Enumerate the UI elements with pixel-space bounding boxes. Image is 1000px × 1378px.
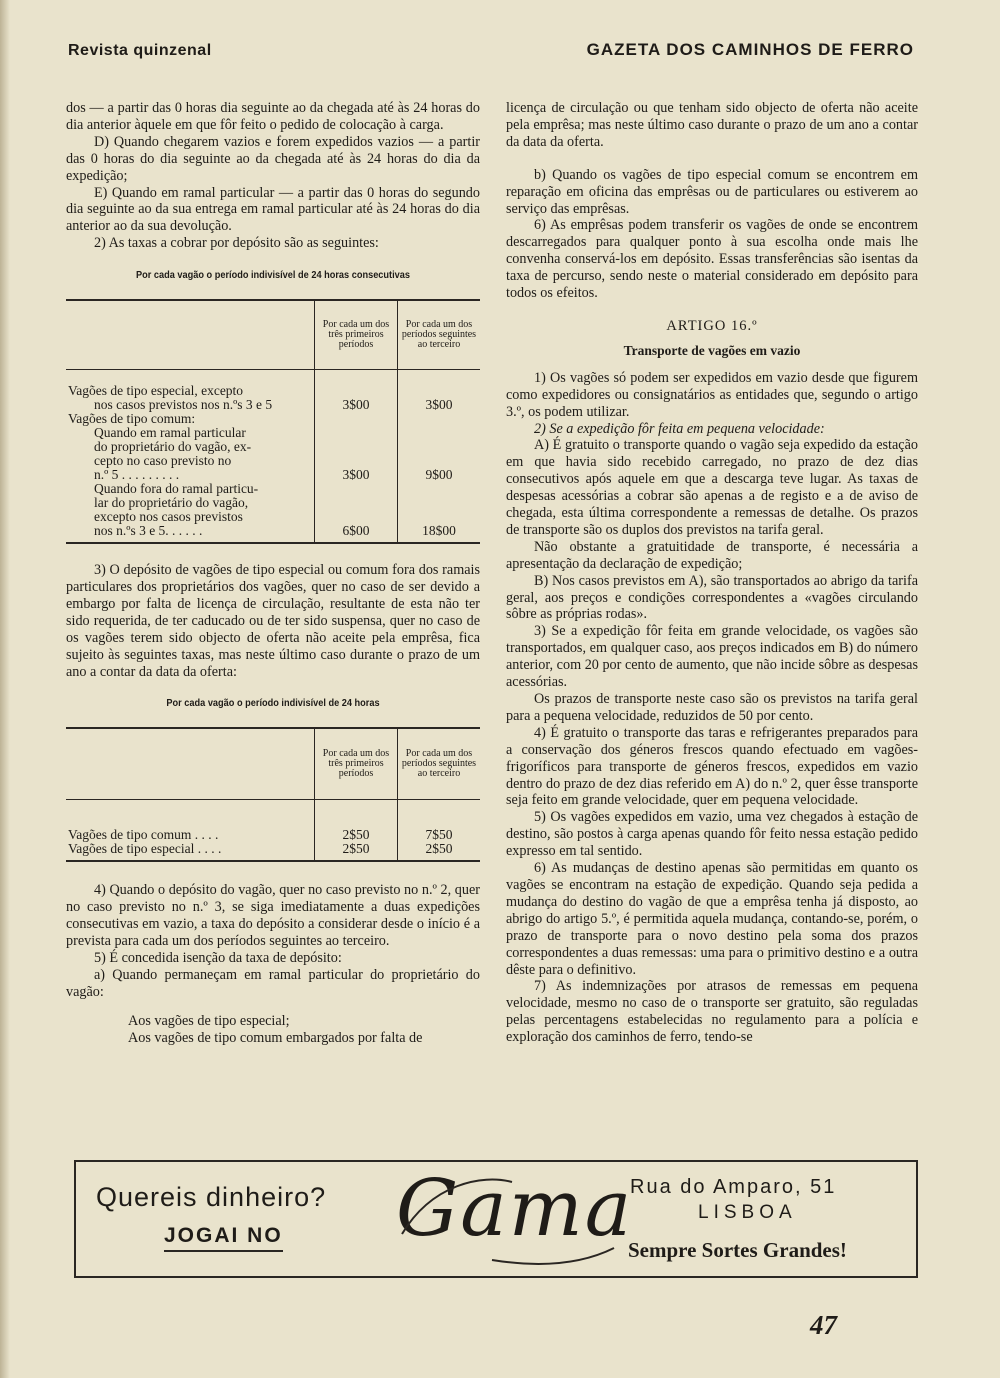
table-cell: 7$50 <box>398 800 481 843</box>
paragraph: D) Quando chegarem vazios e forem expedidos vazios — a partir das 0 horas do dia seguinte ao da chegada até às 24 horas do dia da expedição; <box>66 133 480 184</box>
paragraph: b) Quando os vagões de tipo especial comum se encontrem em reparação em oficina das emprêsas ou de particulares ou estiverem ao serviço das emprêsas. <box>506 166 918 217</box>
paragraph: Os prazos de transporte neste caso são os previstos na tarifa geral para a pequena velocidade, reduzidos de 50 por cento. <box>506 691 918 724</box>
table-cell: 3$00 <box>315 468 398 482</box>
left-column <box>66 100 480 1046</box>
row-label: nos n.ºs 3 e 5. . . . . . <box>94 523 203 539</box>
table-cell: 2$50 <box>398 842 481 861</box>
paragraph: E) Quando em ramal particular — a partir das 0 horas do segundo dia seguinte ao da sua entrega em ramal particular até às 24 horas do dia anterior ao da sua devolução. <box>66 184 480 235</box>
row-label: Quando em ramal particular <box>94 425 246 441</box>
row-label: Vagões de tipo especial, excepto <box>68 383 244 399</box>
paragraph: 2) Se a expedição fôr feita em pequena velocidade: <box>534 420 825 437</box>
paragraph: 4) É gratuito o transporte das taras e refrigerantes preparados para a conservação dos géneros frescos quando efectuado em vagões-frigoríficos para transporte de géneros frescos, expedidos em vazio dentro do prazo de dez dias referido em A) do n.º 2, quer êsse transporte seja feito em grande velocidade, quer em pequena velocidade. <box>506 724 918 809</box>
row-label: nos casos previstos nos n.ºs 3 e 5 <box>94 397 273 413</box>
row-label: excepto nos casos previstos <box>94 509 243 525</box>
table-caption: Por cada vagão o período indivisível de 24 horas consecutivas <box>135 270 411 282</box>
column-header: Por cada um dos períodos seguintes ao terceiro <box>398 300 481 370</box>
row-label: Quando fora do ramal particu- <box>94 481 259 497</box>
header-section: Revista quinzenal <box>68 42 212 59</box>
right-column <box>506 100 918 1046</box>
paragraph: A) É gratuito o transporte quando o vagão seja expedido da estação em que havia sido recebido carregado, no prazo de dez dias consecutivos após aquele em que a descarga teve lugar. As taxas de despesas acessórias a cobrar são apenas a de registo e a de aviso de chegada, esta última correspondente a remessas de detalhe. Os prazos de transporte são os duplos dos previstos na tarifa geral. <box>506 437 918 538</box>
row-label: Vagões de tipo comum: <box>68 411 196 427</box>
paragraph: a) Quando permaneçam em ramal particular do proprietário do vagão: <box>66 966 480 1000</box>
deposit-rates-table <box>66 299 480 544</box>
header-title: GAZETA DOS CAMINHOS DE FERRO <box>586 40 914 59</box>
ad-address: Rua do Amparo, 51 <box>630 1176 837 1198</box>
row-label: cepto no caso previsto no <box>94 453 232 469</box>
paragraph: 3) O depósito de vagões de tipo especial ou comum fora dos ramais particulares dos proprietários dos vagões, quer no caso de ser devido a embargo por falta de licença de circulação, resultante de esta não ter sido requerida, de ter caducado ou de ter sido suspensa, quer no caso de os vagões terem sido objecto de oferta não aceite pela emprêsa, fica sujeito às seguintes taxas, mas neste último caso durante o prazo de um ano a contar da data da oferta: <box>66 562 480 680</box>
page-edge <box>0 0 10 1378</box>
paragraph: 4) Quando o depósito do vagão, quer no caso previsto no n.º 2, quer no caso previsto no n.º 3, se siga imediatamente a duas expedições consecutivas em vazio, a taxa do depósito a considerar desde o início é a prevista para cada um dos períodos seguintes ao terceiro. <box>66 882 480 950</box>
paragraph: dos — a partir das 0 horas dia seguinte ao da chegada até às 24 horas do dia anterior àquele em que fôr feito o pedido de colocação à carga. <box>66 100 480 133</box>
article-heading: ARTIGO 16.º <box>666 317 758 334</box>
paragraph: 5) É concedida isenção da taxa de depósito: <box>94 949 342 966</box>
ad-question: Quereis dinheiro? <box>96 1182 327 1212</box>
paragraph: 6) As emprêsas podem transferir os vagões de onde se encontrem descarregados para qualquer ponto à sua escolha onde mais lhe convenha conservá-los em depósito. Essas transferências são isentas da taxa de percurso, sendo neste o material considerado em depósito para todos os efeitos. <box>506 217 918 302</box>
paragraph: 5) Os vagões expedidos em vazio, uma vez chegados à estação de destino, são postos à carga apenas quando fôr feito nessa estação pedido expresso em tal sentido. <box>506 809 918 860</box>
table-cell: 2$50 <box>315 800 398 843</box>
row-label: n.º 5 . . . . . . . . . <box>94 467 180 483</box>
row-label: do proprietário do vagão, ex- <box>94 439 252 455</box>
column-header: Por cada um dos três primeiros períodos <box>315 728 398 800</box>
table-cell: 18$00 <box>398 524 481 543</box>
paragraph: Aos vagões de tipo comum embargados por falta de <box>128 1029 423 1046</box>
table-cell: 6$00 <box>315 524 398 543</box>
paragraph: licença de circulação ou que tenham sido objecto de oferta não aceite pela emprêsa; mas neste último caso durante o prazo de um ano a contar da data da oferta. <box>506 100 918 150</box>
paragraph: B) Nos casos previstos em A), são transportados ao abrigo da tarifa geral, aos preços e condições correspondentes a «vagões circulando sôbre as próprias rodas». <box>506 572 918 623</box>
paragraph: 3) Se a expedição fôr feita em grande velocidade, os vagões são transportados, em qualquer caso, aos preços indicados em B) do número anterior, com 20 por cento de aumento, que não incide sôbre as despesas acessórias. <box>506 623 918 691</box>
brand-swash-icon <box>392 1164 622 1274</box>
table-cell: 3$00 <box>398 398 481 412</box>
paragraph: 6) As mudanças de destino apenas são permitidas em quanto os vagões se encontram na estação de expedição. Quando seja pedida a mudança do destino do vagão de que a emprêsa tenha já disposto, ao abrigo do artigo 5.º, é permitida aquela mudança, contando-se, porém, o prazo de transporte para o novo destino pela soma dos prazos correspondentes a duas remessas: uma para o primitivo destino e a outra dêste para o definitivo. <box>506 860 918 978</box>
advertisement <box>74 1160 918 1278</box>
article-title: Transporte de vagões em vazio <box>623 342 801 358</box>
row-label: Vagões de tipo comum . . . . <box>68 827 219 843</box>
deposit-rates-table-2 <box>66 727 480 862</box>
ad-brand-logo: Gama <box>396 1164 634 1254</box>
ad-city: LISBOA <box>698 1202 797 1223</box>
ad-slogan: Sempre Sortes Grandes! <box>628 1238 847 1262</box>
table-cell: 9$00 <box>398 468 481 482</box>
paragraph: 2) As taxas a cobrar por depósito são as seguintes: <box>94 235 379 252</box>
paragraph: Aos vagões de tipo especial; <box>128 1012 290 1029</box>
paragraph: Não obstante a gratuitidade de transporte, é necessária a apresentação da declaração de expedição; <box>506 538 918 572</box>
table-cell: 3$00 <box>315 398 398 412</box>
table-cell: 2$50 <box>315 842 398 861</box>
column-header: Por cada um dos três primeiros períodos <box>315 300 398 370</box>
paragraph: 1) Os vagões só podem ser expedidos em vazio desde que figurem como expedidores ou consignatários as entidades que, segundo o artigo 3.º, os podem utilizar. <box>506 369 918 420</box>
row-label: Vagões de tipo especial . . . . <box>68 841 222 857</box>
column-header: Por cada um dos períodos seguintes ao terceiro <box>398 728 481 800</box>
ad-play-text: JOGAI NO <box>164 1224 283 1252</box>
paragraph: 7) As indemnizações por atrasos de remessas em pequena velocidade, mesmo no caso de o transporte ser gratuito, são reguladas pelas percentagens estabelecidas no regulamento para a polícia e exploração dos caminhos de ferro, tendo-se <box>506 978 918 1046</box>
page-number: 47 <box>810 1310 837 1340</box>
table-caption: Por cada vagão o período indivisível de 24 horas <box>166 698 380 710</box>
row-label: lar do proprietário do vagão, <box>94 495 249 511</box>
